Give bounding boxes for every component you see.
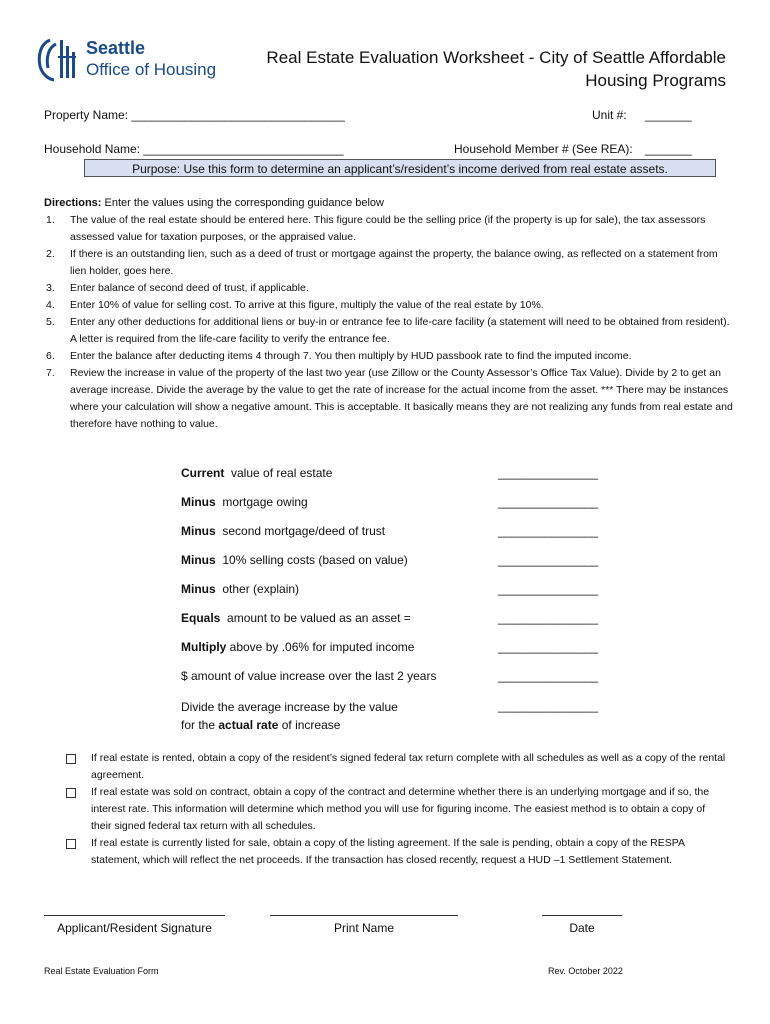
- direction-number: 6.: [46, 350, 55, 362]
- direction-text: Review the increase in value of the property of the last two year (use Zillow or the County Assessor’s Office Tax Value). Divide by 2 to get an average increase. Divide the average by the value to get the rate of increase for the actual income from the asset. *** There may be instances where your calculation will show a negative amount. This is acceptable. It basically means they are not realizing any funds from real estate and therefore have nothing to value.: [70, 367, 733, 430]
- page-title: Real Estate Evaluation Worksheet - City of Seattle Affordable Housing Programs: [266, 48, 726, 90]
- calc-other-blank[interactable]: _______________: [498, 582, 599, 596]
- household-member-label: Household Member # (See REA):: [454, 142, 633, 156]
- direction-item: [44, 365, 734, 433]
- checkbox[interactable]: [66, 839, 76, 849]
- property-name-field[interactable]: Property Name: ________________________________: [44, 108, 345, 122]
- direction-number: 2.: [46, 248, 55, 260]
- direction-item: [44, 314, 734, 348]
- calc-current-value-blank[interactable]: _______________: [498, 466, 599, 480]
- direction-text: Enter 10% of value for selling cost. To arrive at this figure, multiply the value of the real estate by 10%.: [70, 299, 544, 311]
- logo-subtitle: Office of Housing: [86, 60, 217, 79]
- calc-selling-costs-blank[interactable]: _______________: [498, 553, 599, 567]
- applicant-signature-line[interactable]: [44, 915, 225, 916]
- directions-list: [44, 212, 734, 433]
- calc-selling-costs: Minus 10% selling costs (based on value): [181, 553, 408, 567]
- calc-value-increase-blank[interactable]: _______________: [498, 669, 599, 683]
- direction-number: 5.: [46, 316, 55, 328]
- print-name-line[interactable]: [270, 915, 458, 916]
- direction-item: [44, 212, 734, 246]
- household-name-field[interactable]: Household Name: ______________________________: [44, 142, 344, 156]
- calc-imputed-income: Multiply above by .06% for imputed income: [181, 640, 415, 654]
- household-member-field[interactable]: _______: [645, 142, 692, 156]
- checklist-item: If real estate is rented, obtain a copy of the resident’s signed federal tax return complete with all schedules as well as a copy of the rental agreement.: [66, 750, 726, 784]
- calc-second-mortgage-blank[interactable]: _______________: [498, 524, 599, 538]
- unit-field[interactable]: _______: [645, 108, 692, 122]
- calc-second-mortgage: Minus second mortgage/deed of trust: [181, 524, 386, 538]
- calc-mortgage-owing-blank[interactable]: _______________: [498, 495, 599, 509]
- applicant-signature-label: Applicant/Resident Signature: [57, 921, 212, 935]
- calc-equals-asset-blank[interactable]: _______________: [498, 611, 599, 625]
- footer-revision: Rev. October 2022: [548, 966, 623, 976]
- directions-heading: [44, 197, 384, 209]
- logo-name: Seattle: [86, 38, 146, 58]
- print-name-label: Print Name: [333, 921, 395, 935]
- calc-mortgage-owing: Minus mortgage owing: [181, 495, 308, 509]
- direction-text: If there is an outstanding lien, such as a deed of trust or mortgage against the property, the balance owing, as reflected on a statement from lien holder, goes here.: [70, 248, 718, 277]
- purpose-banner: Purpose: Use this form to determine an applicant’s/resident’s income derived from real estate assets.: [84, 159, 716, 177]
- footer-form-name: Real Estate Evaluation Form: [44, 966, 159, 976]
- calc-actual-rate-blank[interactable]: _______________: [498, 699, 599, 713]
- direction-item: [44, 246, 734, 280]
- direction-text: Enter any other deductions for additional liens or buy-in or entrance fee to life-care facility (a statement will need to be obtained from resident). A letter is required from the life-care facility to verify the entrance fee.: [70, 316, 730, 345]
- direction-item: [44, 348, 734, 365]
- direction-text: Enter balance of second deed of trust, if applicable.: [70, 282, 309, 294]
- direction-number: 7.: [46, 367, 55, 379]
- calc-value-increase: $ amount of value increase over the last 2 years: [181, 669, 437, 683]
- directions-label: Directions:: [44, 197, 102, 209]
- checkbox[interactable]: [66, 754, 76, 764]
- checklist: [66, 750, 726, 869]
- direction-number: 3.: [46, 282, 55, 294]
- calc-current-value: Current value of real estate: [181, 466, 333, 480]
- seattle-logo-icon: [36, 36, 78, 82]
- checklist-item: If real estate was sold on contract, obtain a copy of the contract and determine whether there is an underlying mortgage and if so, the interest rate. This information will determine which method you will use for figuring income. The easiest method is to obtain a copy of their signed federal tax return with all schedules.: [66, 784, 726, 835]
- seattle-logo: [36, 36, 78, 82]
- calc-equals-asset: Equals amount to be valued as an asset =: [181, 611, 411, 625]
- unit-label: Unit #:: [592, 108, 627, 122]
- calc-actual-rate: Divide the average increase by the value for the actual rate of increase: [181, 700, 398, 732]
- direction-item: [44, 280, 734, 297]
- calc-other: Minus other (explain): [181, 582, 300, 596]
- direction-item: [44, 297, 734, 314]
- calc-imputed-income-blank[interactable]: _______________: [498, 640, 599, 654]
- directions-intro: Enter the values using the corresponding guidance below: [101, 197, 384, 209]
- date-line[interactable]: [542, 915, 622, 916]
- checkbox[interactable]: [66, 788, 76, 798]
- direction-text: The value of the real estate should be entered here. This figure could be the selling price (if the property is up for sale), the tax assessors assessed value for taxation purposes, or the appraised value.: [70, 214, 706, 243]
- direction-number: 4.: [46, 299, 55, 311]
- direction-text: Enter the balance after deducting items 4 through 7. You then multiply by HUD passbook rate to find the imputed income.: [70, 350, 632, 362]
- checklist-item: If real estate is currently listed for sale, obtain a copy of the listing agreement. If the sale is pending, obtain a copy of the RESPA statement, which will reflect the net proceeds. If the transaction has closed recently, request a HUD –1 Settlement Statement.: [66, 835, 726, 869]
- date-label: Date: [569, 921, 595, 935]
- direction-number: 1.: [46, 214, 55, 226]
